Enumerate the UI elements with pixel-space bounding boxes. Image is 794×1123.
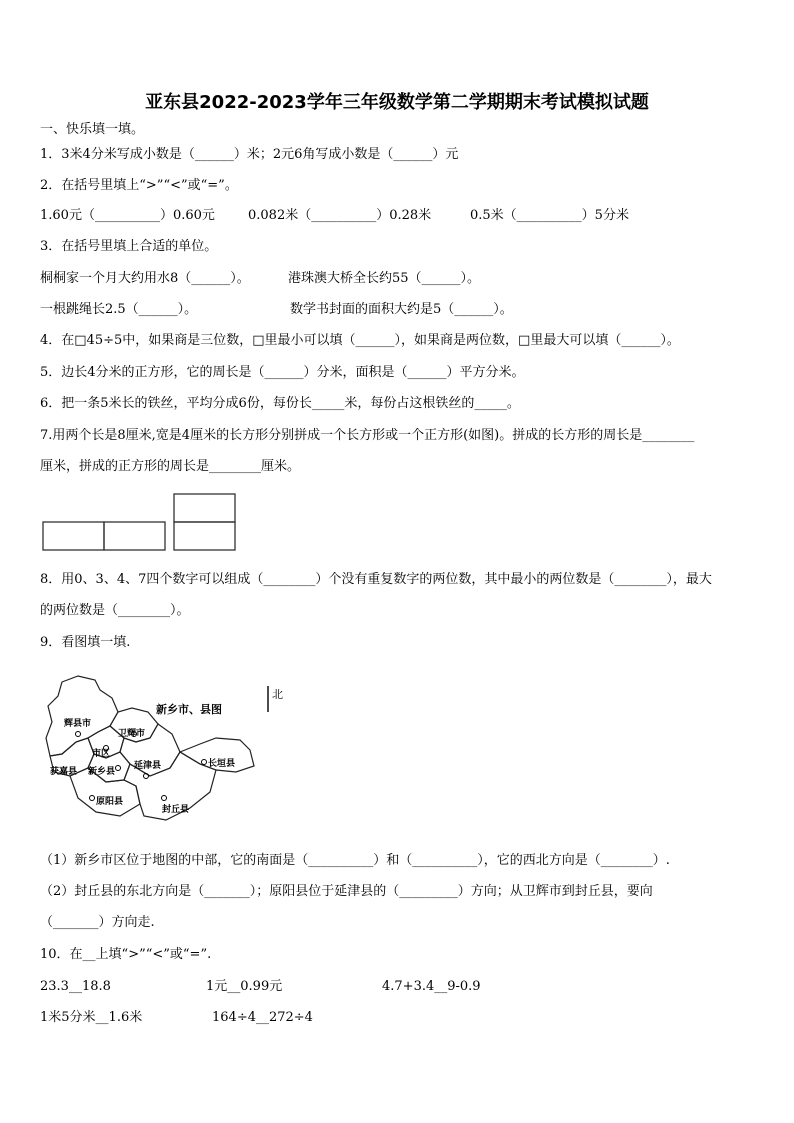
map-label-yuanyang: 原阳县 (96, 797, 124, 807)
map-label-changyuan: 长垣县 (208, 759, 236, 769)
page-title: 亚东县2022-2023学年三年级数学第二学期期末考试模拟试题 (145, 92, 649, 113)
q10-item-5: 164÷4__272÷4 (212, 1010, 313, 1025)
question-10: 10．在__上填“>”“<”或“=”. (40, 947, 212, 962)
question-8-line2: 的两位数是（________）。 (40, 603, 190, 618)
rectangle-right (104, 522, 165, 550)
question-2: 2．在括号里填上“>”“<”或“=”。 (40, 178, 238, 193)
q10-item-4: 1米5分米__1.6米 (40, 1010, 143, 1025)
map-label-fengqiu: 封丘县 (162, 805, 190, 815)
question-3: 3．在括号里填上合适的单位。 (40, 239, 218, 254)
q3-item-1: 桐桐家一个月大约用水8（______）。 (40, 271, 250, 286)
q2-item-3: 0.5米（__________）5分米 (470, 208, 629, 223)
q3-item-2: 港珠澳大桥全长约55（______）。 (288, 271, 481, 286)
question-7-line2: 厘米，拼成的正方形的周长是________厘米。 (40, 459, 301, 474)
north-label: 北 (272, 688, 283, 701)
map-label-huojia: 获嘉县 (50, 767, 78, 777)
map-label-huixian: 辉县市 (64, 719, 92, 729)
marker-fengqiu (162, 796, 167, 801)
square-bottom-half (174, 522, 235, 550)
q2-item-1: 1.60元（__________）0.60元 (40, 208, 215, 223)
map-title: 新乡市、县图 (156, 703, 222, 716)
marker-huixian (76, 732, 81, 737)
q10-item-1: 23.3__18.8 (40, 979, 111, 994)
xinxiang-map (40, 668, 290, 828)
question-9-1: （1）新乡市区位于地图的中部，它的南面是（__________）和（__________），它的西北方向是（________）. (40, 853, 670, 868)
square-top-half (174, 494, 235, 522)
marker-changyuan (202, 760, 207, 765)
question-1: 1．3米4分米写成小数是（______）米；2元6角写成小数是（______）元 (40, 147, 459, 162)
rectangle-left (43, 522, 104, 550)
q3-item-3: 一根跳绳长2.5（______）。 (40, 302, 198, 317)
question-7-line1: 7.用两个长是8厘米,宽是4厘米的长方形分别拼成一个长方形或一个正方形(如图)。拼成的长方形的周长是________ (40, 428, 695, 443)
q2-item-2: 0.082米（__________）0.28米 (248, 208, 432, 223)
region-huixian (46, 676, 118, 756)
q3-item-4: 数学书封面的面积大约是5（______）。 (290, 302, 513, 317)
question-6: 6．把一条5米长的铁丝，平均分成6份，每份长_____米，每份占这根铁丝的_____。 (40, 396, 520, 411)
question-8-line1: 8．用0、3、4、7四个数字可以组成（________）个没有重复数字的两位数，其中最小的两位数是（________），最大 (40, 572, 712, 587)
section-heading: 一、快乐填一填。 (40, 122, 145, 137)
question-9-2-line2: （_______）方向走. (40, 915, 155, 930)
map-label-urban: 市区 (92, 749, 111, 759)
map-label-xinxiangxian: 新乡县 (88, 767, 116, 777)
marker-xinxiangxian (116, 766, 121, 771)
q10-item-2: 1元__0.99元 (206, 979, 283, 994)
map-label-yanjin: 延津县 (134, 761, 162, 771)
question-4: 4．在□45÷5中，如果商是三位数，□里最小可以填（______），如果商是两位数，□里最大可以填（______）。 (40, 333, 680, 348)
question-9: 9．看图填一填. (40, 635, 131, 650)
question-5: 5．边长4分米的正方形，它的周长是（______）分米，面积是（______）平方分米。 (40, 365, 525, 380)
marker-yuanyang (90, 796, 95, 801)
map-label-weihui: 卫辉市 (118, 729, 146, 739)
q10-item-3: 4.7+3.4__9-0.9 (382, 979, 481, 994)
rectangles-figure (40, 492, 240, 554)
question-9-2-line1: （2）封丘县的东北方向是（_______）；原阳县位于延津县的（_________）方向；从卫辉市到封丘县，要向 (40, 884, 653, 899)
